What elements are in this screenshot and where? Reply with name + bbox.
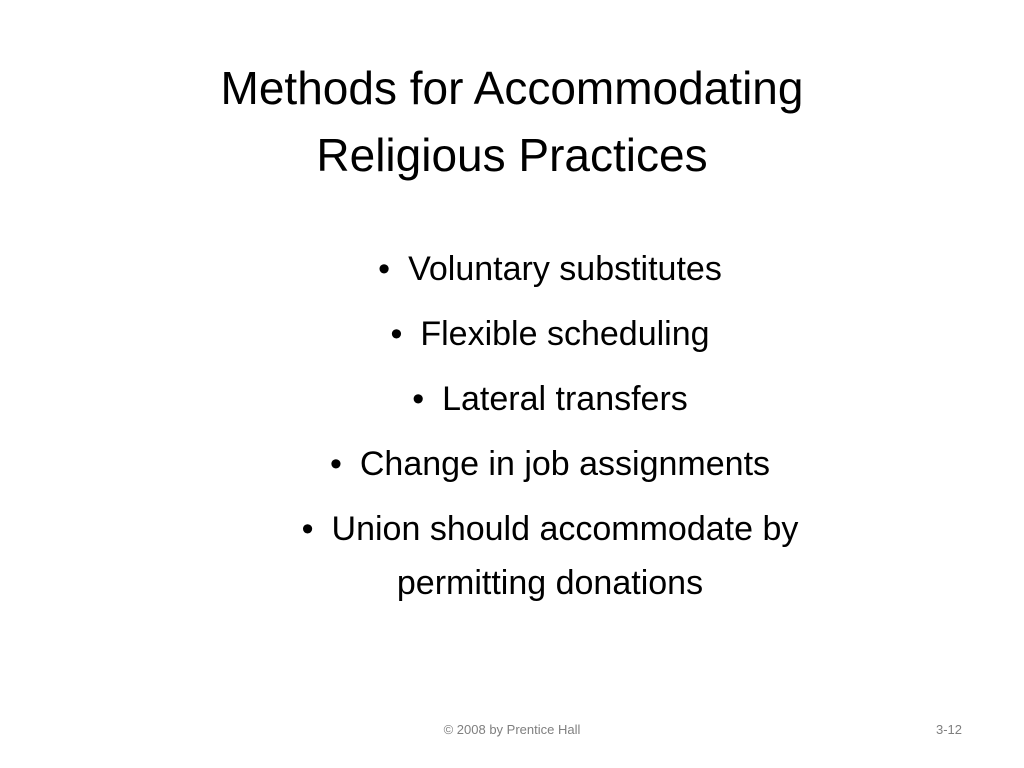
bullet-item [100, 502, 1000, 610]
bullet-icon: • [390, 315, 403, 353]
bullet-text-line: Union should accommodate by [331, 510, 799, 548]
bullet-item [100, 242, 1000, 296]
bullet-icon: • [301, 510, 314, 548]
bullet-item [100, 307, 1000, 361]
bullet-icon: • [329, 445, 342, 483]
slide-title-line: Religious Practices [316, 129, 708, 181]
bullet-item [100, 437, 1000, 491]
slide-title [112, 55, 912, 189]
bullet-text: Change in job assignments [359, 445, 771, 483]
slide-title-line: Methods for Accommodating [220, 62, 804, 114]
bullet-list [100, 242, 1000, 621]
bullet-item [100, 372, 1000, 426]
bullet-text: Voluntary substitutes [408, 250, 722, 288]
bullet-text: Lateral transfers [442, 380, 688, 418]
slide-number: 3-12 [935, 722, 962, 737]
footer-copyright: © 2008 by Prentice Hall [443, 722, 581, 737]
bullet-text: Flexible scheduling [420, 315, 710, 353]
bullet-text-line: permitting donations [396, 564, 704, 602]
bullet-icon: • [378, 250, 391, 288]
bullet-icon: • [412, 380, 425, 418]
